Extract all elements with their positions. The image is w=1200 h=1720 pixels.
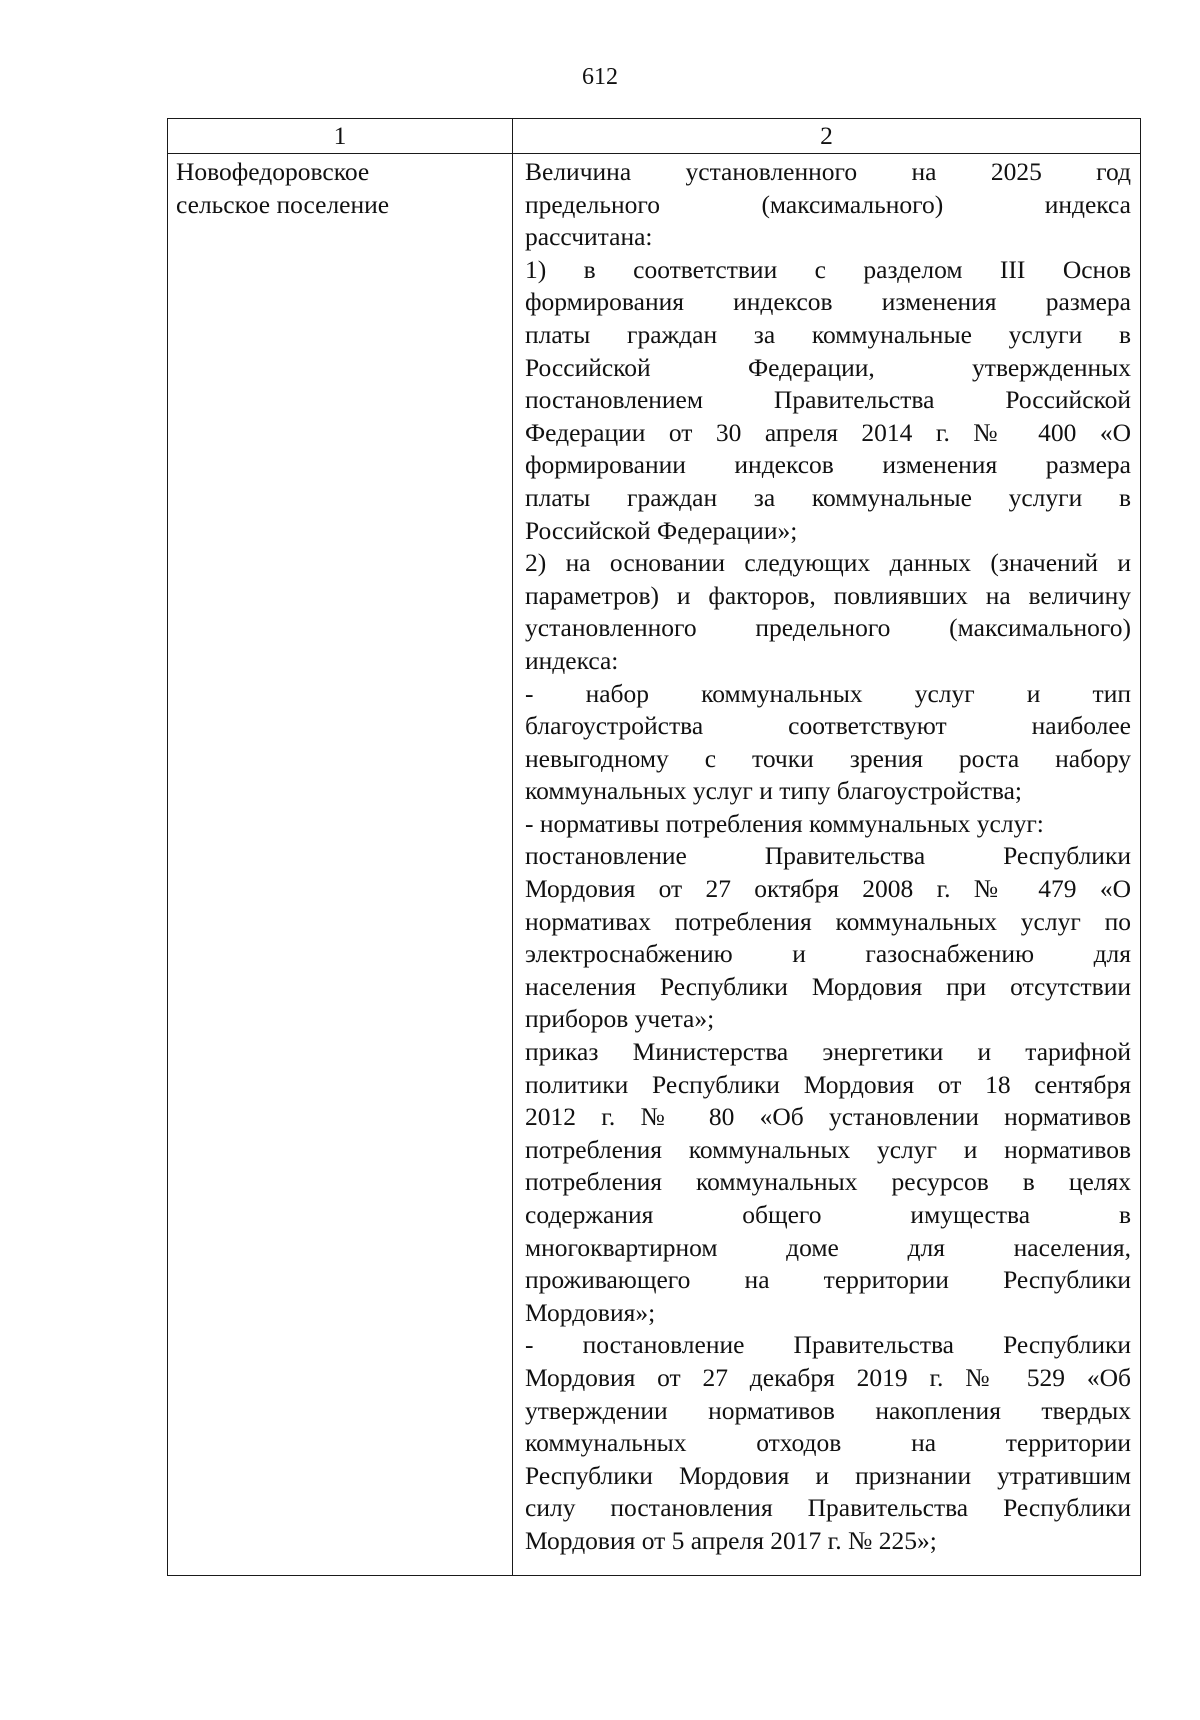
text-line: предельного (максимального) индекса [525, 189, 1131, 219]
document-table [167, 118, 1141, 1576]
text-line: нормативах потребления коммунальных услуг по [525, 906, 1131, 936]
text-line: благоустройства соответствуют наиболее [525, 711, 1131, 741]
text-line: Республики Мордовия и признании утратившим [525, 1460, 1131, 1490]
text-line: Федерации от 30 апреля 2014 г. № 400 «О [525, 417, 1131, 447]
text-line: Величина установленного на 2025 год [525, 157, 1131, 186]
text-line: - постановление Правительства Республики [525, 1330, 1131, 1360]
settlement-name-cell [168, 154, 513, 1576]
text-line: постановлением Правительства Российской [525, 385, 1131, 415]
page-number: 612 [582, 64, 618, 90]
column-header-2: 2 [513, 119, 1141, 154]
text-line: потребления коммунальных услуг и нормативов [525, 1134, 1131, 1164]
column-header-1: 1 [168, 119, 513, 154]
index-justification-cell [513, 154, 1141, 1576]
text-line: формировании индексов изменения размера [525, 450, 1131, 480]
text-line: коммунальных отходов на территории [525, 1428, 1131, 1458]
text-line: Российской Федерации, утвержденных [525, 352, 1131, 382]
text-line: Мордовия»; [525, 1297, 656, 1327]
text-line: потребления коммунальных ресурсов в целях [525, 1167, 1131, 1197]
text-line: рассчитана: [525, 222, 653, 252]
text-line: проживающего на территории Республики [525, 1265, 1131, 1295]
settlement-name-line: Новофедоровское [176, 157, 370, 186]
text-line: - нормативы потребления коммунальных услуг: [525, 808, 1044, 838]
text-line: параметров) и факторов, повлиявших на величину [525, 580, 1131, 610]
text-line: содержания общего имущества в [525, 1200, 1131, 1229]
text-line: 2) на основании следующих данных (значений и [525, 548, 1131, 578]
text-line: 1) в соответствии с разделом III Основ [525, 254, 1131, 284]
text-line: коммунальных услуг и типу благоустройства; [525, 776, 1023, 806]
text-line: силу постановления Правительства Республики [525, 1493, 1131, 1523]
text-line: Российской Федерации»; [525, 515, 798, 545]
text-line: приборов учета»; [525, 1004, 715, 1034]
text-line: политики Республики Мордовия от 18 сентября [525, 1069, 1131, 1099]
text-line: утверждении нормативов накопления твердых [525, 1395, 1131, 1425]
text-line: электроснабжению и газоснабжению для [525, 939, 1131, 969]
text-line: приказ Министерства энергетики и тарифной [525, 1037, 1131, 1067]
text-line: индекса: [525, 645, 619, 675]
text-line: Мордовия от 27 октября 2008 г. № 479 «О [525, 874, 1131, 904]
table-header-row [168, 119, 1141, 154]
text-line: населения Республики Мордовия при отсутствии [525, 971, 1131, 1001]
text-line: установленного предельного (максимального) [525, 613, 1131, 643]
text-line: 2012 г. № 80 «Об установлении нормативов [525, 1102, 1131, 1132]
text-line: платы граждан за коммунальные услуги в [525, 319, 1131, 349]
text-line: Мордовия от 27 декабря 2019 г. № 529 «Об [525, 1362, 1131, 1392]
text-line: формирования индексов изменения размера [525, 287, 1131, 317]
table-row [168, 154, 1141, 1576]
text-line: невыгодному с точки зрения роста набору [525, 743, 1131, 773]
text-line: постановление Правительства Республики [525, 841, 1131, 871]
text-line: платы граждан за коммунальные услуги в [525, 482, 1131, 512]
text-line: многоквартирном доме для населения, [525, 1232, 1131, 1262]
text-line: - набор коммунальных услуг и тип [525, 678, 1131, 708]
settlement-name-line: сельское поселение [176, 189, 390, 219]
text-line: Мордовия от 5 апреля 2017 г. № 225»; [525, 1525, 937, 1555]
